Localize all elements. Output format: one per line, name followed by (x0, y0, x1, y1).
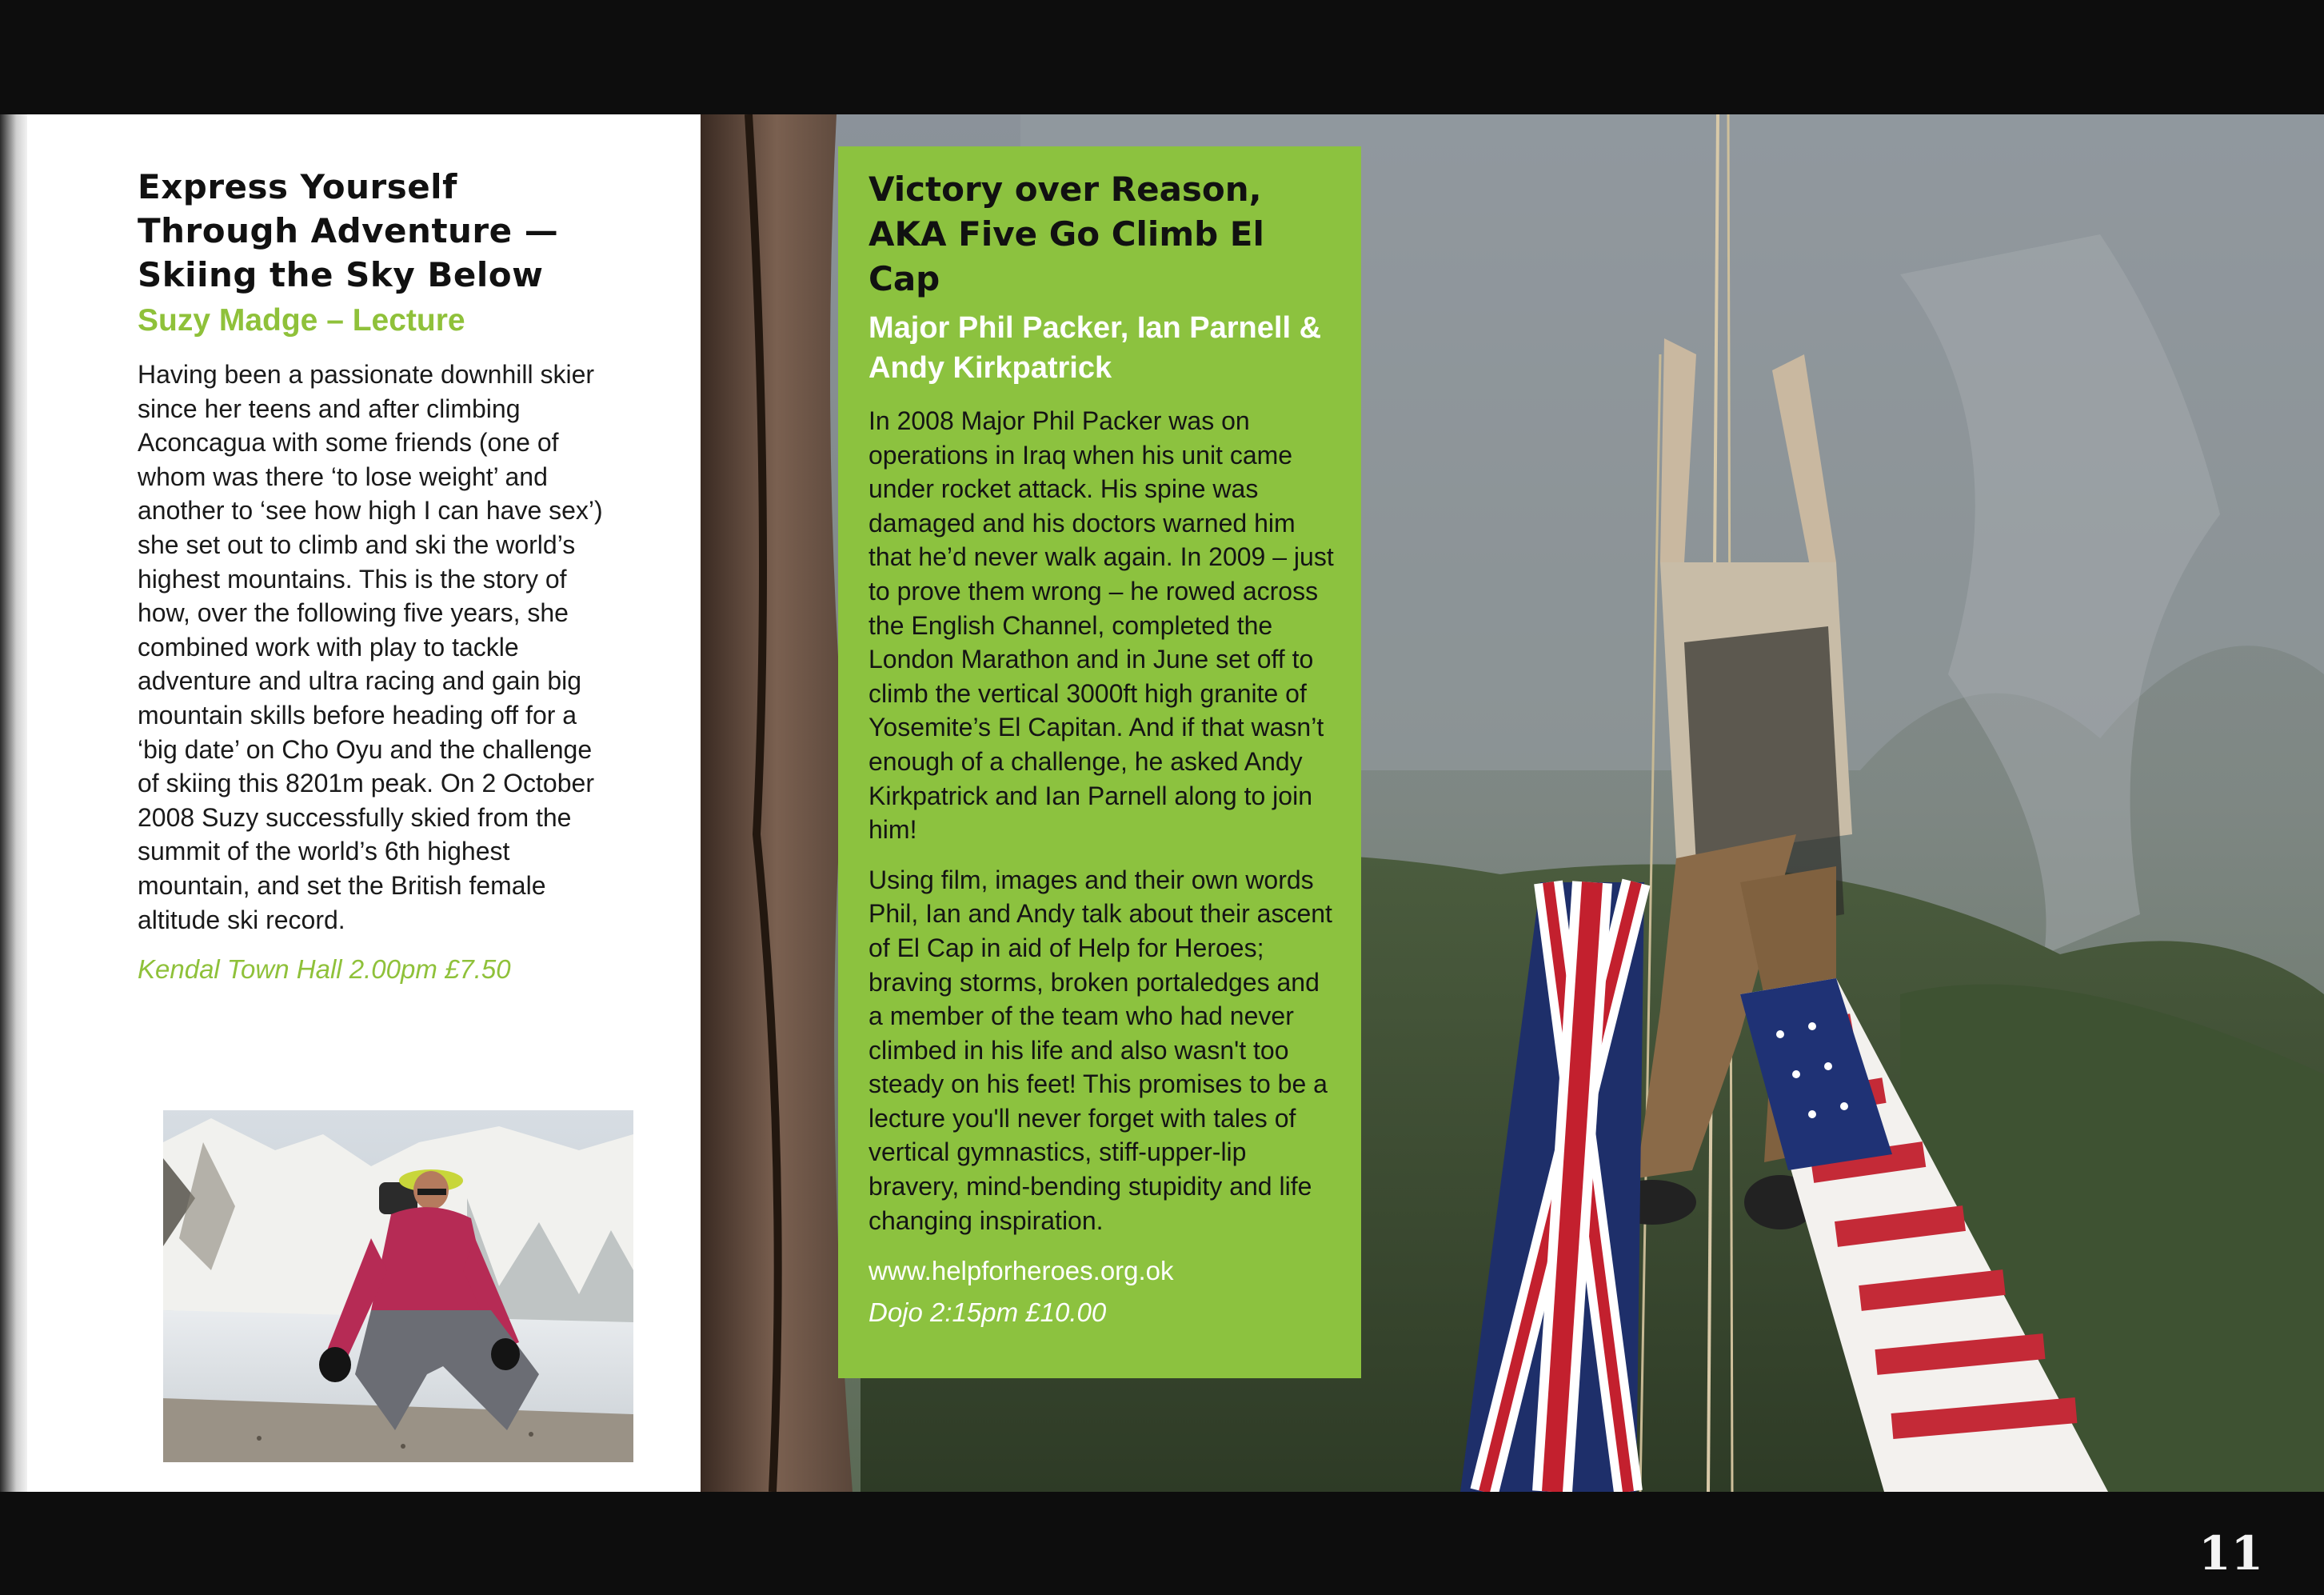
left-article-speaker: Suzy Madge – Lecture (138, 303, 465, 338)
right-article-paragraph-2: Using film, images and their own words Phil, Ian and Andy talk about their ascent of El Cap in aid of Help for Heroes; braving storms, broken portaledges and a member of the team who had never climbed in his life and also wasn't too steady on his feet! This promises to be a lecture you'll never forget with tales of vertical gymnastics, stiff-upper-lip bravery, mind-bending stupidity and life changing inspiration. (869, 865, 1332, 1235)
right-article-speakers: Major Phil Packer, Ian Parnell & Andy Kirkpatrick (869, 311, 1322, 385)
bottom-black-border (0, 1492, 2324, 1595)
page-spine-shadow (0, 114, 27, 1492)
left-article (138, 165, 617, 986)
right-article (869, 167, 1340, 1330)
help-for-heroes-link[interactable]: www.helpforheroes.org.ok (869, 1256, 1174, 1286)
right-article-title (869, 167, 1340, 302)
page-number: 11 (2198, 1526, 2263, 1581)
right-article-title-line1: Victory over Reason, (869, 170, 1262, 209)
left-article-body: Having been a passionate downhill skier since her teens and after climbing Aconcagua with some friends (one of whom was there ‘to lose weight’ and another to ‘see how high I can have sex’) she set out to climb and ski the world’s highest mountains. This is the story of how, over the following five years, she combined work with play to tackle adventure and ultra racing and gain big mountain skills before heading off for a ‘big date’ on Cho Oyu and the challenge of skiing this 8201m peak. On 2 October 2008 Suzy successfully skied from the summit of the world’s 6th highest mountain, and set the British female altitude ski record. (138, 360, 603, 934)
right-article-venue: Dojo 2:15pm £10.00 (869, 1297, 1107, 1328)
left-article-venue: Kendal Town Hall 2.00pm £7.50 (138, 954, 511, 985)
right-article-paragraph-1: In 2008 Major Phil Packer was on operations in Iraq when his unit came under rocket attack. His spine was damaged and his doctors warned him that he’d never walk again. In 2009 – just to prove them wrong – he rowed across the English Channel, completed the London Marathon and in June set off to climb the vertical 3000ft high granite of Yosemite’s El Capitan. And if that wasn’t enough of a challenge, he asked Andy Kirkpatrick and Ian Parnell along to join him! (869, 406, 1334, 845)
top-black-border (0, 0, 2324, 114)
left-article-title: Express Yourself Through Adventure — Skiing the Sky Below (138, 167, 559, 294)
skier-glacier-photo (163, 1110, 633, 1462)
right-article-title-line2: AKA Five Go Climb El Cap (869, 214, 1264, 298)
featured-event-panel (838, 146, 1361, 1378)
